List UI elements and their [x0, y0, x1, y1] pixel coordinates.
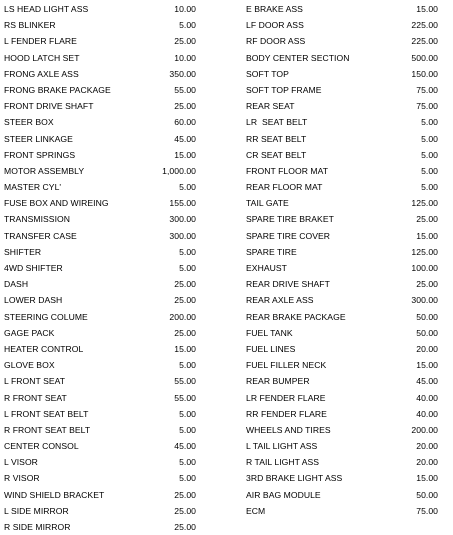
part-name: AIR BAG MODULE — [246, 489, 321, 500]
part-name: L FRONT SEAT BELT — [4, 408, 89, 419]
part-name: TRANSFER CASE — [4, 230, 77, 241]
left-parts-column — [0, 1, 222, 535]
part-price: 200.00 — [411, 424, 438, 435]
part-price: 5.00 — [179, 408, 196, 419]
part-row — [242, 454, 453, 470]
part-row — [242, 260, 453, 276]
part-price: 10.00 — [174, 4, 196, 14]
part-row — [242, 390, 453, 406]
part-price: 1,000.00 — [162, 165, 196, 176]
part-price: 50.00 — [416, 311, 438, 322]
part-name: GAGE PACK — [4, 327, 55, 338]
part-row — [242, 33, 453, 49]
part-name: EXHAUST — [246, 263, 287, 273]
part-row — [242, 179, 453, 195]
part-price: 25.00 — [174, 505, 196, 516]
part-name: STEER BOX — [4, 117, 54, 128]
part-price: 15.00 — [416, 4, 438, 14]
part-price: 225.00 — [411, 36, 438, 47]
part-price: 225.00 — [411, 20, 438, 31]
part-row — [0, 33, 222, 49]
part-name: FUEL TANK — [246, 327, 293, 338]
part-name: LR SEAT BELT — [246, 117, 308, 128]
part-row — [242, 373, 453, 389]
part-price: 45.00 — [174, 133, 196, 144]
part-price: 5.00 — [179, 424, 196, 435]
part-name: SPARE TIRE COVER — [246, 230, 331, 241]
part-price: 25.00 — [416, 279, 438, 290]
part-price: 40.00 — [416, 392, 438, 403]
part-row — [0, 390, 222, 406]
part-row — [0, 228, 222, 244]
part-price: 300.00 — [169, 214, 196, 225]
part-name: CR SEAT BELT — [246, 149, 307, 160]
part-row — [242, 98, 453, 114]
part-row — [0, 487, 222, 503]
part-row — [242, 438, 453, 454]
part-price: 5.00 — [179, 20, 196, 31]
part-price: 300.00 — [411, 295, 438, 306]
part-price: 60.00 — [174, 117, 196, 128]
part-row — [0, 50, 222, 66]
part-price: 10.00 — [174, 52, 196, 63]
part-name: SHIFTER — [4, 246, 42, 257]
part-row — [242, 422, 453, 438]
part-row — [242, 17, 453, 33]
part-name: SOFT TOP — [246, 68, 289, 79]
part-price: 5.00 — [179, 457, 196, 468]
part-price: 25.00 — [174, 295, 196, 306]
part-name: SOFT TOP FRAME — [246, 84, 322, 95]
part-row — [0, 438, 222, 454]
part-name: L SIDE MIRROR — [4, 505, 69, 516]
part-price: 45.00 — [416, 376, 438, 387]
part-name: RR FENDER FLARE — [246, 408, 327, 419]
part-row — [0, 179, 222, 195]
part-row — [242, 325, 453, 341]
part-row — [0, 82, 222, 98]
part-price: 5.00 — [421, 117, 438, 128]
part-row — [242, 195, 453, 211]
part-row — [0, 519, 222, 535]
part-name: REAR SEAT — [246, 101, 295, 112]
part-row — [0, 98, 222, 114]
part-row — [0, 309, 222, 325]
right-parts-column — [242, 1, 453, 519]
part-name: STEER LINKAGE — [4, 133, 73, 144]
part-name: RR SEAT BELT — [246, 133, 307, 144]
part-price: 5.00 — [179, 246, 196, 257]
part-price: 125.00 — [411, 246, 438, 257]
part-name: R VISOR — [4, 473, 40, 484]
part-price: 150.00 — [411, 68, 438, 79]
part-name: L FRONT SEAT — [4, 376, 66, 387]
part-row — [242, 1, 453, 17]
part-price: 55.00 — [174, 392, 196, 403]
part-row — [0, 276, 222, 292]
part-price: 5.00 — [179, 473, 196, 484]
part-row — [0, 17, 222, 33]
part-name: SPARE TIRE — [246, 246, 297, 257]
part-price: 155.00 — [169, 198, 196, 209]
part-name: FUSE BOX AND WIREING — [4, 198, 109, 209]
part-price: 25.00 — [174, 36, 196, 47]
part-name: SPARE TIRE BRAKET — [246, 214, 334, 225]
part-row — [0, 66, 222, 82]
part-name: REAR BUMPER — [246, 376, 310, 387]
part-name: HOOD LATCH SET — [4, 52, 80, 63]
part-row — [0, 292, 222, 308]
part-name: STEERING COLUME — [4, 311, 88, 322]
part-name: R TAIL LIGHT ASS — [246, 457, 320, 468]
part-row — [242, 309, 453, 325]
part-row — [0, 341, 222, 357]
part-row — [0, 260, 222, 276]
part-name: RF DOOR ASS — [246, 36, 306, 47]
part-price: 200.00 — [169, 311, 196, 322]
part-price: 5.00 — [421, 133, 438, 144]
part-price: 20.00 — [416, 457, 438, 468]
part-name: 3RD BRAKE LIGHT ASS — [246, 473, 343, 484]
part-name: E BRAKE ASS — [246, 4, 303, 14]
part-name: HEATER CONTROL — [4, 343, 84, 354]
part-name: RS BLINKER — [4, 20, 56, 31]
part-name: LF DOOR ASS — [246, 20, 304, 31]
part-price: 15.00 — [416, 473, 438, 484]
part-price: 300.00 — [169, 230, 196, 241]
part-row — [242, 244, 453, 260]
part-row — [0, 325, 222, 341]
part-price: 25.00 — [416, 214, 438, 225]
part-price: 25.00 — [174, 101, 196, 112]
part-price: 15.00 — [416, 360, 438, 371]
part-name: 4WD SHIFTER — [4, 263, 63, 273]
part-price: 5.00 — [179, 182, 196, 193]
part-row — [0, 147, 222, 163]
part-price: 55.00 — [174, 376, 196, 387]
part-price: 25.00 — [174, 327, 196, 338]
part-price: 50.00 — [416, 327, 438, 338]
part-name: GLOVE BOX — [4, 360, 55, 371]
part-price: 5.00 — [421, 182, 438, 193]
part-price: 15.00 — [174, 343, 196, 354]
part-row — [242, 276, 453, 292]
part-row — [242, 131, 453, 147]
part-price: 5.00 — [421, 149, 438, 160]
part-name: FRONT DRIVE SHAFT — [4, 101, 94, 112]
part-price: 75.00 — [416, 84, 438, 95]
part-name: R SIDE MIRROR — [4, 522, 71, 532]
part-row — [242, 503, 453, 519]
part-row — [0, 357, 222, 373]
part-price: 25.00 — [174, 489, 196, 500]
part-name: L FENDER FLARE — [4, 36, 77, 47]
part-price: 15.00 — [174, 149, 196, 160]
part-price: 125.00 — [411, 198, 438, 209]
part-price: 500.00 — [411, 52, 438, 63]
part-row — [242, 228, 453, 244]
part-row — [242, 114, 453, 130]
part-row — [0, 131, 222, 147]
part-price: 40.00 — [416, 408, 438, 419]
part-price: 55.00 — [174, 84, 196, 95]
part-name: REAR FLOOR MAT — [246, 182, 323, 193]
part-name: R FRONT SEAT — [4, 392, 67, 403]
part-row — [242, 341, 453, 357]
part-name: L VISOR — [4, 457, 38, 468]
part-price: 75.00 — [416, 505, 438, 516]
part-row — [0, 422, 222, 438]
part-row — [242, 82, 453, 98]
part-name: FRONG AXLE ASS — [4, 68, 79, 79]
part-row — [0, 114, 222, 130]
part-price: 15.00 — [416, 230, 438, 241]
part-price: 350.00 — [169, 68, 196, 79]
part-row — [0, 503, 222, 519]
part-name: R FRONT SEAT BELT — [4, 424, 91, 435]
part-row — [242, 163, 453, 179]
part-price: 5.00 — [179, 360, 196, 371]
part-name: WIND SHIELD BRACKET — [4, 489, 105, 500]
part-name: LS HEAD LIGHT ASS — [4, 4, 89, 14]
part-name: LOWER DASH — [4, 295, 63, 306]
part-row — [0, 373, 222, 389]
part-name: FRONT SPRINGS — [4, 149, 76, 160]
part-row — [0, 244, 222, 260]
part-name: ECM — [246, 505, 266, 516]
part-name: DASH — [4, 279, 29, 290]
part-row — [242, 357, 453, 373]
part-row — [242, 487, 453, 503]
part-price: 5.00 — [421, 165, 438, 176]
part-name: TAIL GATE — [246, 198, 289, 209]
part-name: FUEL FILLER NECK — [246, 360, 327, 371]
part-row — [242, 211, 453, 227]
part-price: 20.00 — [416, 343, 438, 354]
part-price: 50.00 — [416, 489, 438, 500]
part-row — [242, 147, 453, 163]
part-name: BODY CENTER SECTION — [246, 52, 350, 63]
part-name: TRANSMISSION — [4, 214, 71, 225]
part-name: FUEL LINES — [246, 343, 296, 354]
part-name: REAR AXLE ASS — [246, 295, 314, 306]
part-row — [242, 292, 453, 308]
part-row — [0, 163, 222, 179]
part-name: FRONG BRAKE PACKAGE — [4, 84, 111, 95]
part-row — [242, 66, 453, 82]
part-name: L TAIL LIGHT ASS — [246, 441, 318, 452]
part-price: 100.00 — [411, 263, 438, 273]
part-price: 75.00 — [416, 101, 438, 112]
part-name: MASTER CYL' — [4, 182, 62, 193]
part-row — [0, 454, 222, 470]
part-row — [0, 470, 222, 486]
part-name: FRONT FLOOR MAT — [246, 165, 329, 176]
part-row — [0, 195, 222, 211]
part-row — [242, 470, 453, 486]
part-name: LR FENDER FLARE — [246, 392, 326, 403]
part-row — [0, 1, 222, 17]
part-name: CENTER CONSOL — [4, 441, 79, 452]
part-name: REAR BRAKE PACKAGE — [246, 311, 346, 322]
part-row — [0, 211, 222, 227]
part-name: WHEELS AND TIRES — [246, 424, 331, 435]
part-price: 25.00 — [174, 279, 196, 290]
part-price: 20.00 — [416, 441, 438, 452]
part-row — [242, 50, 453, 66]
part-name: MOTOR ASSEMBLY — [4, 165, 85, 176]
part-price: 25.00 — [174, 522, 196, 532]
part-row — [0, 406, 222, 422]
part-row — [242, 406, 453, 422]
part-name: REAR DRIVE SHAFT — [246, 279, 330, 290]
part-price: 45.00 — [174, 441, 196, 452]
part-price: 5.00 — [179, 263, 196, 273]
